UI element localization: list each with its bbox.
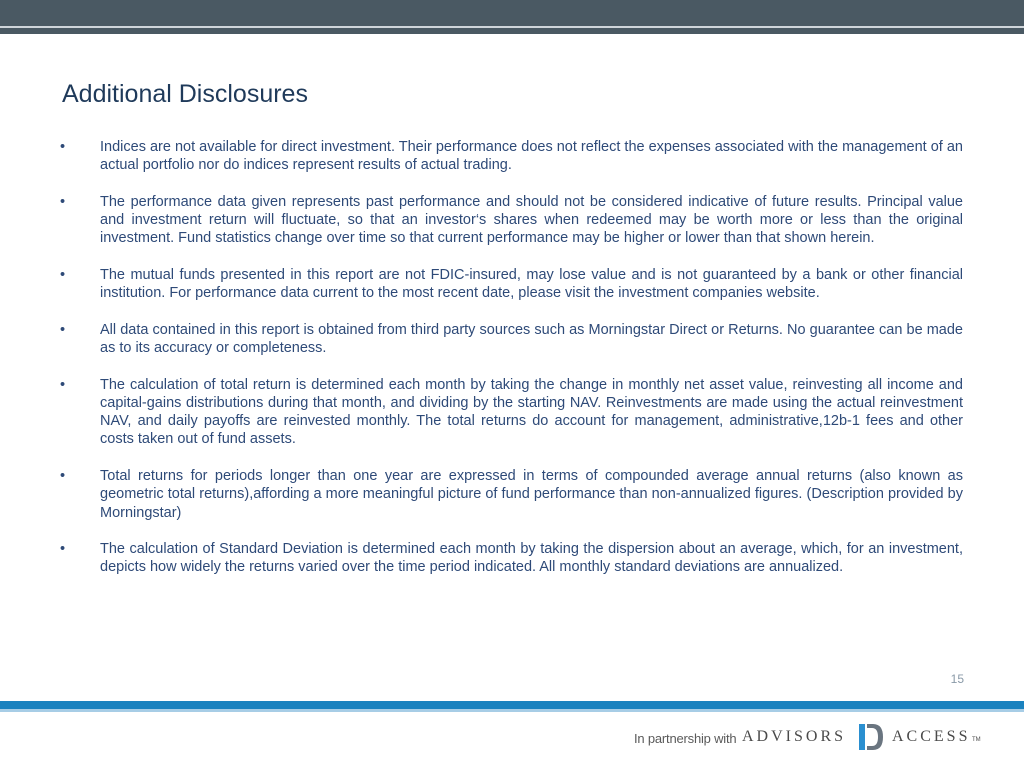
- page-number: 15: [950, 672, 964, 686]
- disclosure-item: • The performance data given represents past performance and should not be considered indicative of future results. Principal value and investment return will fluctuate, so that an investor‘s shares when redeemed may be worth more or less than the original investment. Fund statistics change over time so that current performance may be higher or lower than that shown herein.: [58, 193, 963, 248]
- header-bar-lower: [0, 28, 1024, 34]
- disclosure-item: • Total returns for periods longer than one year are expressed in terms of compounded average annual returns (also known as geometric total returns),affording a more meaningful picture of fund performance than non-annualized figures. (Description provided by Morningstar): [58, 467, 963, 522]
- brand-name-access: ACCESS: [892, 728, 971, 745]
- footer-bar: [0, 701, 1024, 709]
- disclosure-item: • The calculation of total return is determined each month by taking the change in monthly net asset value, reinvesting all income and capital-gains distributions during that month, and dividing by the starting NAV. Reinvestments are made using the actual reinvestment NAV, and daily payoffs are reinvested monthly. The total returns do account for management, administrative,12b-1 fees and other costs taken out of fund assets.: [58, 376, 963, 449]
- disclosure-item: • The calculation of Standard Deviation is determined each month by taking the dispersion about an average, which, for an investment, depicts how widely the returns varied over the time period indicated. All monthly standard deviations are annualized.: [58, 540, 963, 576]
- disclosure-item: • The mutual funds presented in this report are not FDIC-insured, may lose value and is not guaranteed by a bank or other financial institution. For performance data current to the most recent date, please visit the investment companies website.: [58, 266, 963, 302]
- disclosure-item: • All data contained in this report is obtained from third party sources such as Morningstar Direct or Returns. No guarantee can be made as to its accuracy or completeness.: [58, 321, 963, 357]
- partner-text: In partnership with: [634, 731, 737, 746]
- disclosure-list: [58, 138, 963, 595]
- header-bar: [0, 0, 1024, 26]
- disclosure-item: • Indices are not available for direct investment. Their performance does not reflect the expenses associated with the management of an actual portfolio nor do indices represent results of actual trading.: [58, 138, 963, 174]
- brand-name-advisors: ADVISORS: [742, 728, 847, 745]
- page-title: Additional Disclosures: [62, 80, 308, 108]
- trademark-mark: TM: [972, 737, 981, 743]
- advisors-access-logo-icon: [857, 722, 885, 752]
